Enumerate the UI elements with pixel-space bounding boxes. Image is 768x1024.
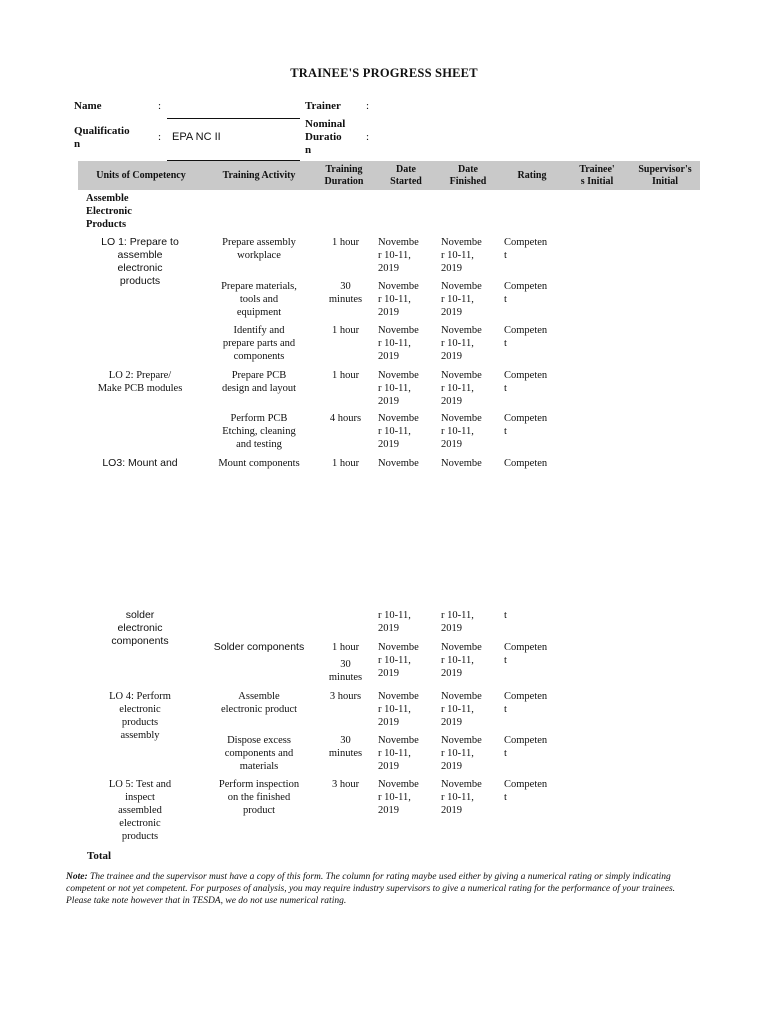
col-date-finished: Date Finished: [449, 163, 487, 187]
duration-cell: 30 minutes: [328, 735, 363, 759]
rating-cell: Competen t: [504, 237, 548, 261]
rating-cell: t: [504, 610, 507, 621]
date-finished-cell: Novembe r 10-11, 2019: [441, 691, 482, 728]
rating-cell: Competen: [504, 458, 548, 469]
note-label: Note:: [66, 872, 88, 882]
rating-cell: Competen t: [504, 325, 548, 349]
date-finished-cell: Novembe r 10-11, 2019: [441, 281, 482, 318]
rating-cell: Competen t: [504, 413, 548, 437]
unit-lo4: LO 4: Perform electronic products assembly: [109, 691, 171, 741]
date-started-cell: Novembe r 10-11, 2019: [378, 281, 419, 318]
date-started-cell: r 10-11, 2019: [378, 610, 411, 634]
activity-assemble-product: Assemble electronic product: [220, 691, 298, 715]
unit-lo5: LO 5: Test and inspect assembled electronic products: [108, 779, 172, 842]
total-label: Total: [87, 850, 112, 862]
name-field-line: [167, 118, 300, 119]
qualification-colon: :: [158, 131, 162, 143]
date-finished-cell: Novembe r 10-11, 2019: [441, 735, 482, 772]
duration-cell: 1 hour: [331, 237, 360, 248]
duration-cell: 3 hour: [331, 779, 360, 790]
footnote: [66, 871, 702, 907]
col-trainee-initial: Trainee' s Initial: [579, 163, 615, 187]
duration-cell: 4 hours: [329, 413, 362, 424]
date-started-cell: Novembe r 10-11, 2019: [378, 237, 419, 274]
unit-lo1: LO 1: Prepare to assemble electronic products: [101, 236, 179, 287]
duration-cell: 1 hour: [331, 642, 360, 653]
activity-perform-inspection: Perform inspection on the finished product: [218, 779, 300, 816]
date-finished-cell: Novembe: [441, 458, 482, 469]
nominal-duration-label: Nominal Duratio n: [305, 118, 346, 156]
name-label: Name: [74, 100, 102, 112]
rating-cell: Competen t: [504, 735, 548, 759]
activity-dispose-excess: Dispose excess components and materials: [224, 735, 294, 772]
date-started-cell: Novembe r 10-11, 2019: [378, 325, 419, 362]
col-units-of-competency: Units of Competency: [96, 169, 186, 181]
activity-prepare-materials: Prepare materials, tools and equipment: [221, 281, 297, 318]
unit-lo3-part1: LO3: Mount and: [102, 457, 178, 469]
rating-cell: Competen t: [504, 370, 548, 394]
col-rating: Rating: [517, 169, 547, 181]
col-training-duration: Training Duration: [324, 163, 364, 187]
page-title: TRAINEE'S PROGRESS SHEET: [290, 66, 478, 80]
rating-cell: Competen t: [504, 691, 548, 715]
date-finished-cell: r 10-11, 2019: [441, 610, 474, 634]
date-started-cell: Novembe r 10-11, 2019: [378, 735, 419, 772]
duration-cell: 1 hour: [331, 325, 360, 336]
date-started-cell: Novembe: [378, 458, 419, 469]
note-text: The trainee and the supervisor must have a copy of this form. The column for rating maybe used either by giving a numerical rating or simply indicating competent or not yet competent. For purposes of analysis, you may require industry supervisors to give a numerical rating for the performance of your trainees. Please take note however that in TESDA, we do not use numerical rating.: [66, 872, 676, 906]
date-finished-cell: Novembe r 10-11, 2019: [441, 237, 482, 274]
col-date-started: Date Started: [390, 163, 422, 187]
col-training-activity: Training Activity: [222, 169, 296, 181]
duration-cell: 30 minutes: [328, 281, 363, 305]
date-started-cell: Novembe r 10-11, 2019: [378, 779, 419, 816]
col-supervisor-initial: Supervisor's Initial: [638, 163, 692, 187]
table-header: [78, 161, 700, 190]
rating-cell: Competen t: [504, 642, 548, 666]
duration-cell: 30 minutes: [328, 659, 363, 683]
trainer-colon: :: [366, 100, 370, 112]
activity-solder-components: Solder components: [213, 641, 305, 653]
rating-cell: Competen t: [504, 281, 548, 305]
rating-cell: Competen t: [504, 779, 548, 803]
date-started-cell: Novembe r 10-11, 2019: [378, 370, 419, 407]
activity-identify-parts: Identify and prepare parts and components: [222, 325, 296, 362]
date-started-cell: Novembe r 10-11, 2019: [378, 413, 419, 450]
date-finished-cell: Novembe r 10-11, 2019: [441, 779, 482, 816]
activity-mount-components: Mount components: [218, 458, 300, 469]
date-started-cell: Novembe r 10-11, 2019: [378, 642, 419, 679]
unit-lo2: LO 2: Prepare/ Make PCB modules: [97, 370, 183, 394]
activity-prepare-workplace: Prepare assembly workplace: [222, 237, 296, 261]
activity-pcb-design: Prepare PCB design and layout: [221, 370, 297, 394]
activity-pcb-etching: Perform PCB Etching, cleaning and testing: [222, 413, 296, 450]
unit-lo3-part2: solder electronic components: [111, 609, 169, 647]
qualification-value: EPA NC II: [172, 131, 221, 143]
duration-cell: 3 hours: [329, 691, 362, 702]
name-colon: :: [158, 100, 162, 112]
date-finished-cell: Novembe r 10-11, 2019: [441, 413, 482, 450]
duration-cell: 1 hour: [331, 370, 360, 381]
duration-cell: 1 hour: [331, 458, 360, 469]
date-finished-cell: Novembe r 10-11, 2019: [441, 642, 482, 679]
date-finished-cell: Novembe r 10-11, 2019: [441, 370, 482, 407]
nominal-duration-colon: :: [366, 131, 370, 143]
qualification-label: Qualificatio n: [74, 125, 130, 150]
trainer-label: Trainer: [305, 100, 341, 112]
date-started-cell: Novembe r 10-11, 2019: [378, 691, 419, 728]
competency-group: Assemble Electronic Products: [86, 193, 132, 230]
date-finished-cell: Novembe r 10-11, 2019: [441, 325, 482, 362]
